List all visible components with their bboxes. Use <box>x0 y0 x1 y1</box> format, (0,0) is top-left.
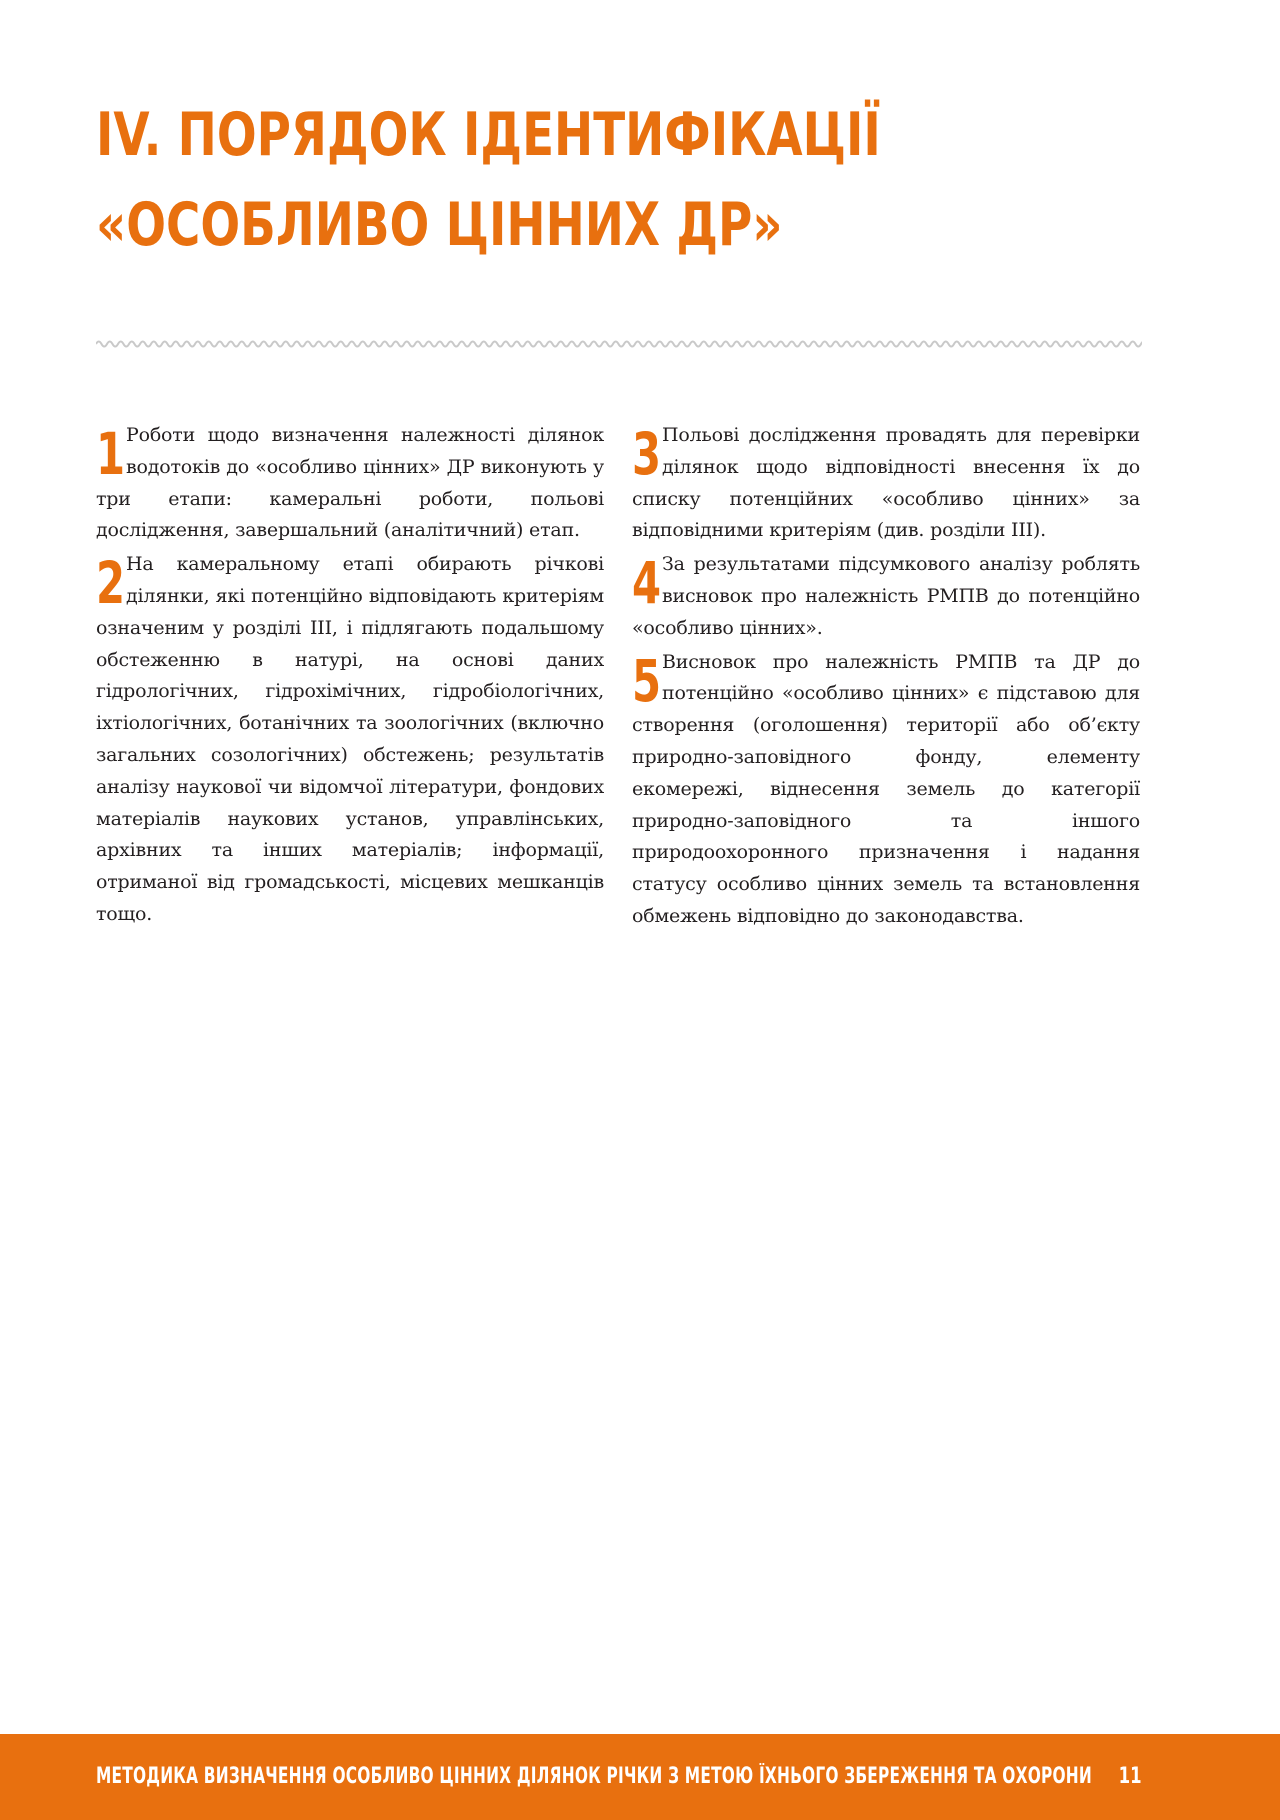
item-text: За результатами підсумкового аналізу роблять висновок про належність РМПВ до потенційно «особливо цінних». <box>632 553 1140 639</box>
title-line-1: IV. ПОРЯДОК ІДЕНТИФІКАЦІЇ <box>96 100 881 170</box>
item-number: 4 <box>632 549 661 618</box>
item-number: 3 <box>632 420 661 488</box>
item-text: Польові дослідження провадять для перевірки ділянок щодо відповідності внесення їх до списку потенційних «особливо цінних» за відповідними критеріям (див. розділи ІІІ). <box>632 424 1140 542</box>
page-title <box>96 90 954 270</box>
item-text: Висновок про належність РМПВ та ДР до потенційно «особливо цінних» є підставою для створення (оголошення) території або об’єкту природно-заповідного фонду, елементу екомережі, віднесення земель до категорії природно-заповідного та іншого природоохоронного призначення і надання статусу особливо цінних земель та встановлення обмежень відповідно до законодавства. <box>632 650 1140 927</box>
list-item-3 <box>632 420 1140 547</box>
item-number: 1 <box>96 420 125 488</box>
page-number: 11 <box>1119 1764 1142 1789</box>
footer-title: МЕТОДИКА ВИЗНАЧЕННЯ ОСОБЛИВО ЦІННИХ ДІЛЯНОК РІЧКИ З МЕТОЮ ЇХНЬОГО ЗБЕРЕЖЕННЯ ТА ОХОРОНИ <box>96 1764 1092 1789</box>
list-item-2 <box>96 549 604 931</box>
wavy-divider <box>96 336 1142 352</box>
title-line-2: «ОСОБЛИВО ЦІННИХ ДР» <box>96 190 783 260</box>
list-item-4 <box>632 549 1140 644</box>
list-item-1 <box>96 420 604 547</box>
item-number: 5 <box>632 646 661 715</box>
footer-bar <box>0 1734 1280 1820</box>
left-column <box>96 420 604 933</box>
list-item-5 <box>632 647 1140 933</box>
item-text: На камеральному етапі обирають річкові ділянки, які потенційно відповідають критеріям означеним у розділі ІІІ, і підлягають подальшому обстеженню в натурі, на основі даних гідрологічних, гідрохімічних, гідробіологічних, іхтіологічних, ботанічних та зоологічних (включно загальних созологічних) обстежень; результатів аналізу наукової чи відомчої літератури, фондових матеріалів наукових установ, управлінських, архівних та інших матеріалів; інформації, отриманої від громадськості, місцевих мешканців тощо. <box>96 553 604 925</box>
item-text: Роботи щодо визначення належності ділянок водотоків до «особливо цінних» ДР виконують у три етапи: камеральні роботи, польові дослідження, завершальний (аналітичний) етап. <box>96 424 604 542</box>
right-column <box>632 420 1140 935</box>
item-number: 2 <box>96 549 125 618</box>
